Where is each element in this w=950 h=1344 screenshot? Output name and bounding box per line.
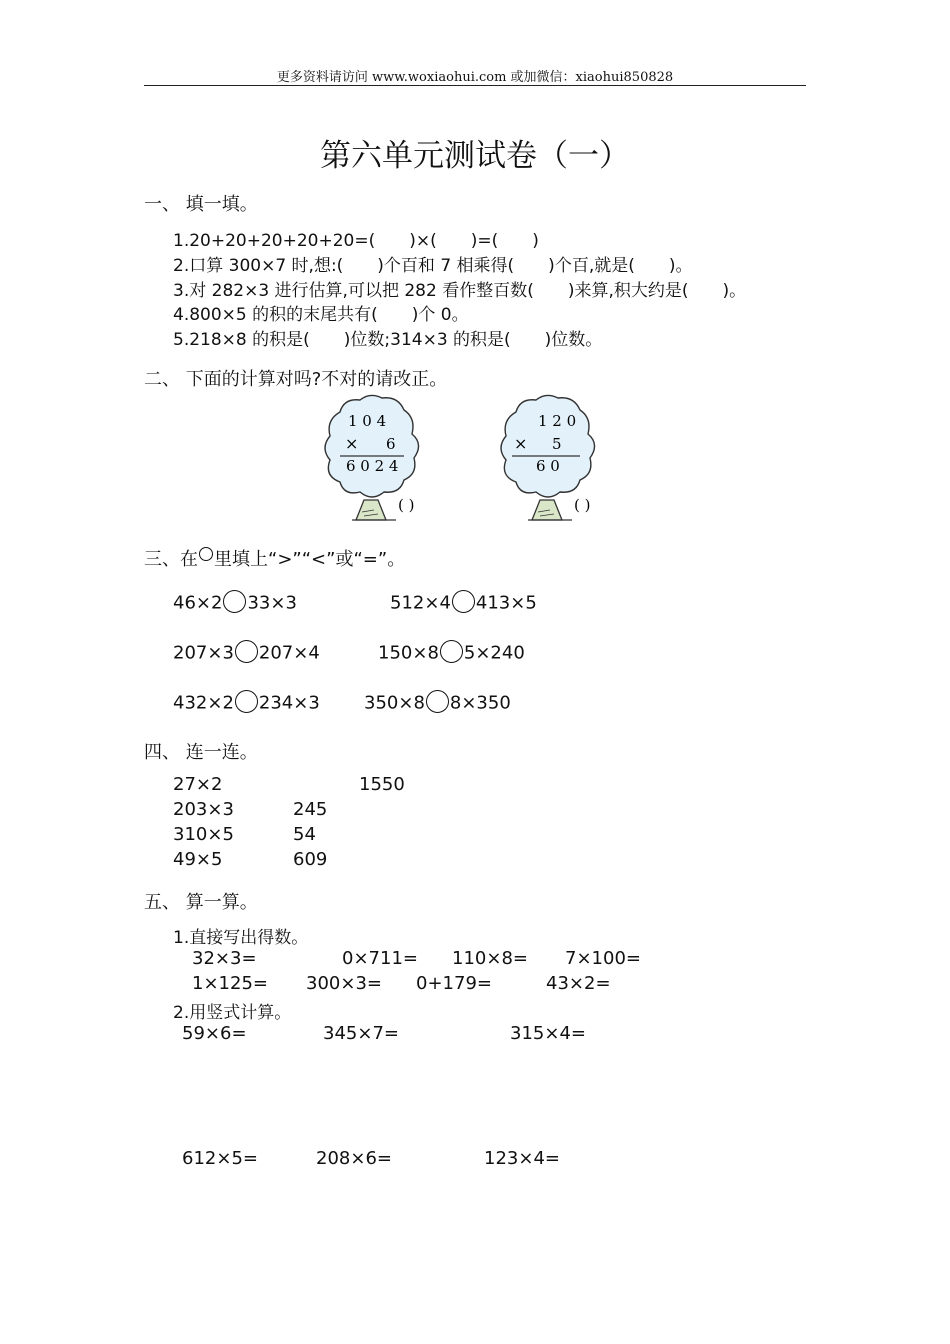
tree-2-multiply-sign: × (514, 434, 528, 453)
compare-expr: 5×240 (463, 642, 525, 664)
tree-1-second-number: 6 (386, 435, 396, 453)
page-title: 第六单元测试卷（一） (320, 138, 630, 174)
tree-1-result: 6 0 2 4 (346, 457, 399, 475)
section-2-heading: 二、 下面的计算对吗?不对的请改正。 (144, 369, 448, 390)
compare-expr: 33×3 (247, 592, 297, 614)
vertical-calc-item: 315×4= (510, 1023, 586, 1044)
compare-expr: 432×2 (173, 692, 234, 714)
fill-item-1: 1.20+20+20+20+20=( )×( )=( ) (173, 231, 539, 251)
compare-circle[interactable] (440, 640, 463, 663)
tree-1-top-number: 1 0 4 (348, 412, 387, 430)
match-right-1[interactable]: 1550 (359, 774, 405, 795)
tree-2-answer-paren: ( ) (574, 496, 591, 514)
compare-expr: 207×4 (258, 642, 320, 664)
fill-item-5: 5.218×8 的积是( )位数;314×3 的积是( )位数。 (173, 330, 603, 350)
compare-expr: 350×8 (364, 692, 425, 714)
oral-calc-item: 7×100= (565, 948, 641, 969)
tree-1-multiply-sign: × (345, 434, 359, 453)
vertical-calc-item: 208×6= (316, 1148, 392, 1169)
compare-row-1-left (173, 592, 297, 615)
oral-calc-subheading: 1.直接写出得数。 (173, 928, 309, 948)
oral-calc-item: 32×3= (192, 948, 257, 969)
tree-2-top-number: 1 2 0 (538, 412, 577, 430)
compare-circle[interactable] (235, 640, 258, 663)
tree-calculations-illustration (300, 392, 660, 524)
compare-expr: 8×350 (449, 692, 511, 714)
oral-calc-item: 0×711= (342, 948, 418, 969)
compare-row-2-right (378, 642, 525, 665)
match-right-2[interactable]: 245 (293, 799, 328, 820)
match-left-1[interactable]: 27×2 (173, 774, 223, 795)
page-header: 更多资料请访问 www.woxiaohui.com 或加微信：xiaohui850828 (276, 70, 674, 85)
section-4-heading: 四、 连一连。 (144, 742, 258, 763)
header-divider (144, 85, 806, 86)
tree-2-second-number: 5 (552, 435, 562, 453)
match-left-2[interactable]: 203×3 (173, 799, 234, 820)
fill-item-4: 4.800×5 的积的末尾共有( )个 0。 (173, 305, 469, 325)
fill-item-2: 2.口算 300×7 时,想:( )个百和 7 相乘得( )个百,就是( )。 (173, 256, 693, 276)
compare-expr: 512×4 (390, 592, 451, 614)
oral-calc-item: 110×8= (452, 948, 528, 969)
vertical-calc-item: 612×5= (182, 1148, 258, 1169)
compare-expr: 234×3 (258, 692, 320, 714)
tree-1 (325, 395, 419, 520)
match-right-3[interactable]: 54 (293, 824, 316, 845)
compare-row-2-left (173, 642, 320, 665)
tree-1-answer-paren: ( ) (398, 496, 415, 514)
match-left-3[interactable]: 310×5 (173, 824, 234, 845)
vertical-calc-item: 345×7= (323, 1023, 399, 1044)
compare-expr: 150×8 (378, 642, 439, 664)
compare-row-1-right (390, 592, 537, 615)
compare-row-3-left (173, 692, 320, 715)
circle-icon (199, 547, 213, 561)
fill-item-3: 3.对 282×3 进行估算,可以把 282 看作整百数( )来算,积大约是( )。 (173, 281, 747, 301)
vertical-calc-subheading: 2.用竖式计算。 (173, 1003, 292, 1023)
compare-circle[interactable] (223, 590, 246, 613)
compare-expr: 46×2 (173, 592, 223, 614)
compare-expr: 207×3 (173, 642, 234, 664)
match-right-4[interactable]: 609 (293, 849, 328, 870)
section-3-heading-prefix: 三、在 (144, 549, 198, 570)
compare-row-3-right (364, 692, 511, 715)
compare-circle[interactable] (426, 690, 449, 713)
tree-2-result: 6 0 (536, 457, 560, 475)
section-5-heading: 五、 算一算。 (144, 892, 258, 913)
section-1-heading: 一、 填一填。 (144, 194, 258, 215)
compare-expr: 413×5 (475, 592, 537, 614)
oral-calc-item: 1×125= (192, 973, 268, 994)
section-3-heading-suffix: 里填上“>”“<”或“=”。 (214, 549, 406, 570)
tree-2 (501, 395, 595, 520)
oral-calc-item: 0+179= (416, 973, 492, 994)
vertical-calc-item: 59×6= (182, 1023, 247, 1044)
oral-calc-item: 43×2= (546, 973, 611, 994)
compare-circle[interactable] (235, 690, 258, 713)
oral-calc-item: 300×3= (306, 973, 382, 994)
match-left-4[interactable]: 49×5 (173, 849, 223, 870)
section-3-heading (144, 545, 405, 571)
vertical-calc-item: 123×4= (484, 1148, 560, 1169)
compare-circle[interactable] (452, 590, 475, 613)
